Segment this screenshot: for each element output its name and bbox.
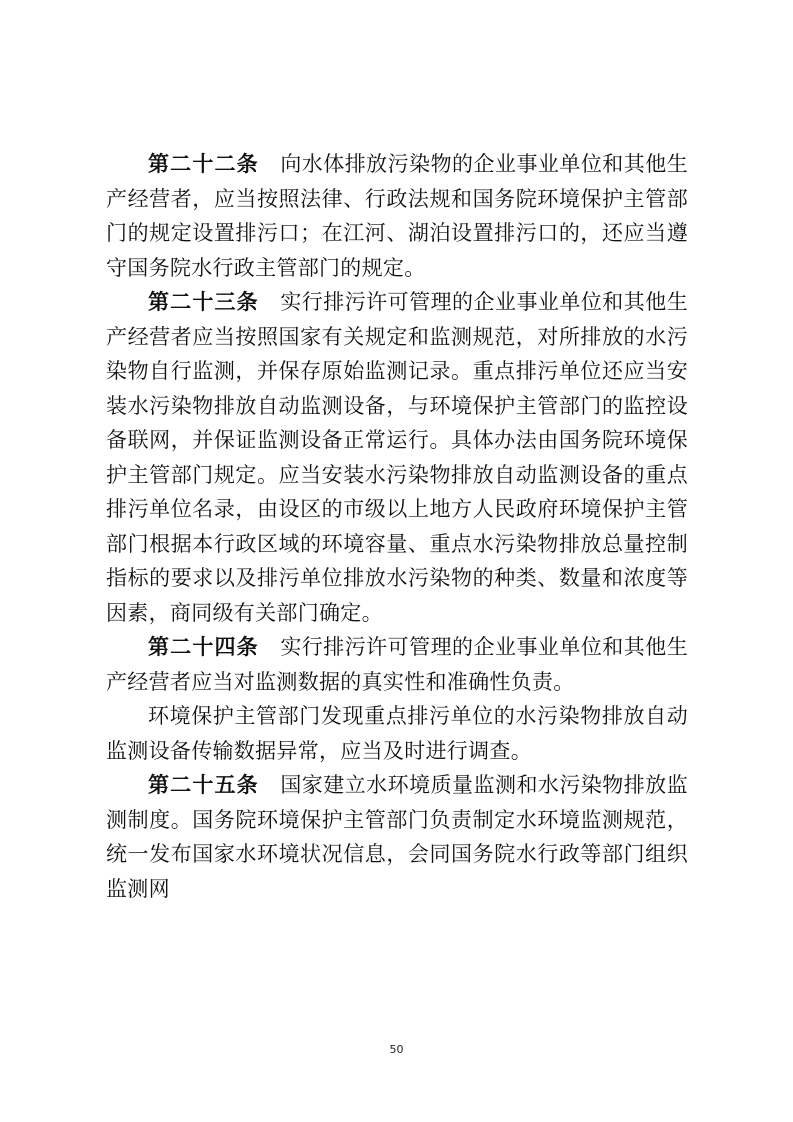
article-text: 环境保护主管部门发现重点排污单位的水污染物排放自动监测设备传输数据异常，应当及时进行调查。 [106,704,688,763]
article-24-continuation-paragraph [106,699,688,768]
article-text: 国家建立水环境质量监测和水污染物排放监测制度。国务院环境保护主管部门负责制定水环境监测规范，统一发布国家水环境状况信息，会同国务院水行政等部门组织监测网 [106,773,688,901]
document-body [106,147,688,906]
article-text: 实行排污许可管理的企业事业单位和其他生产经营者应当按照国家有关规定和监测规范，对所排放的水污染物自行监测，并保存原始监测记录。重点排污单位还应当安装水污染物排放自动监测设备，与环境保护主管部门的监控设备联网，并保证监测设备正常运行。具体办法由国务院环境保护主管部门规定。应当安装水污染物排放自动监测设备的重点排污单位名录，由设区的市级以上地方人民政府环境保护主管部门根据本行政区域的环境容量、重点水污染物排放总量控制指标的要求以及排污单位排放水污染物的种类、数量和浓度等因素，商同级有关部门确定。 [106,290,688,625]
article-23-paragraph [106,285,688,630]
article-text: 向水体排放污染物的企业事业单位和其他生产经营者，应当按照法律、行政法规和国务院环境保护主管部门的规定设置排污口；在江河、湖泊设置排污口的，还应当遵守国务院水行政主管部门的规定。 [106,152,688,280]
page-number: 50 [389,1043,404,1056]
article-text: 实行排污许可管理的企业事业单位和其他生产经营者应当对监测数据的真实性和准确性负责。 [106,635,688,694]
article-22-paragraph [106,147,688,285]
article-number: 第二十三条 [148,289,259,314]
article-number: 第二十五条 [148,772,259,797]
article-25-paragraph [106,768,688,906]
article-24-paragraph [106,630,688,699]
article-number: 第二十二条 [148,151,259,176]
article-number: 第二十四条 [148,634,259,659]
